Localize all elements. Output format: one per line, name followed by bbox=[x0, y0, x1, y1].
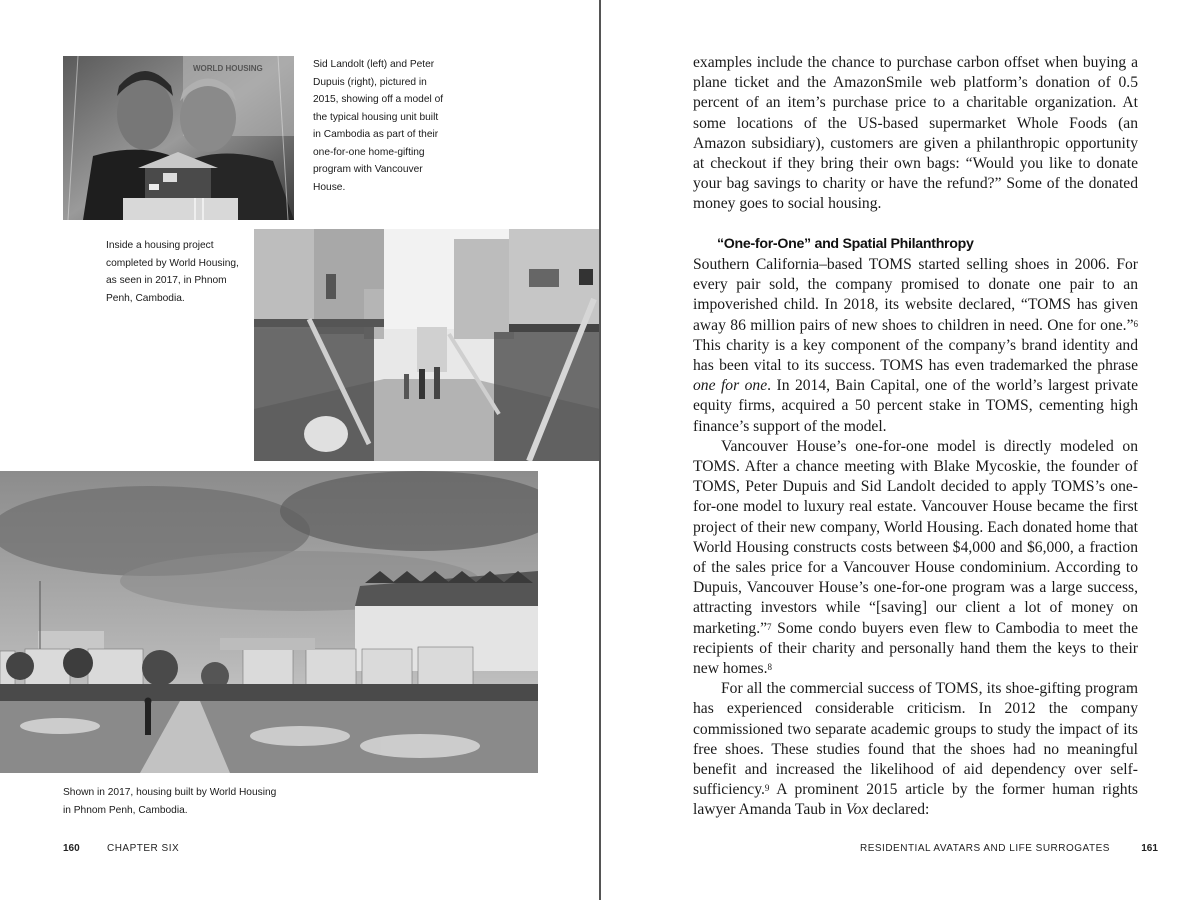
p2-text-a: Vancouver House’s one-for-one model is directly modeled on TOMS. After a chance meeting with Blake Mycoskie, the founder of TOMS, Peter Dupuis and Sid Landolt decided to apply TOMS’s one-for-one model to luxury real estate. Vancouver House became the first project of their new company, World Housing. Each donated home that World Housing constructs costs between $4,000 and $6,000, a fraction of the sales price for a Vancouver House condominium. According to Dupuis, Vancouver House’s one-for-one program was a large success, attracting investors while “[saving] our client a lot of money on marketing.” bbox=[693, 437, 1138, 637]
intro-paragraph bbox=[693, 53, 1138, 215]
photo1-sign-text: WORLD HOUSING bbox=[193, 64, 263, 73]
paragraph-toms bbox=[693, 255, 1138, 437]
footnote-ref-7[interactable]: 7 bbox=[767, 621, 772, 632]
p1-italic: one for one bbox=[693, 377, 768, 395]
photo-housing-row-image bbox=[0, 471, 538, 773]
p3-text-c: declared: bbox=[868, 801, 930, 819]
footnote-ref-9[interactable]: 9 bbox=[764, 783, 770, 794]
section-heading: “One-for-One” and Spatial Philanthropy bbox=[717, 236, 974, 252]
footnote-ref-6[interactable]: 6 bbox=[1133, 318, 1138, 329]
paragraph-vancouver-house bbox=[693, 437, 1138, 679]
section-body bbox=[693, 255, 1138, 821]
p3-text-b: A prominent 2015 article by the former human rights lawyer Amanda Taub in bbox=[693, 781, 1138, 819]
photo-founders-with-model bbox=[63, 56, 294, 220]
footnote-ref-8[interactable]: 8 bbox=[767, 662, 772, 673]
photo-founders-image bbox=[63, 56, 294, 220]
left-folio bbox=[63, 843, 179, 854]
photo-housing-row bbox=[0, 471, 538, 773]
caption-photo2: Inside a housing project completed by World Housing, as seen in 2017, in Phnom Penh, Cambodia. bbox=[106, 240, 239, 304]
p1-text-b: This charity is a key component of the company’s brand identity and has been vital to its success. TOMS has even trademarked the phrase bbox=[693, 336, 1138, 375]
p1-text-a: Southern California–based TOMS started selling shoes in 2006. For every pair sold, the company promised to donate one pair to an impoverished child. In 2018, its website declared, “TOMS has given away 86 million pairs of new shoes to children in need. One for one.” bbox=[693, 256, 1138, 334]
intro-paragraph-text: examples include the chance to purchase carbon offset when buying a plane ticket and the AmazonSmile web platform’s donation of 0.5 percent of an item’s purchase price to a charitable organization. At some locations of the US-based supermarket Whole Foods (an Amazon subsidiary), customers are given a philanthropic opportunity at checkout if they bring their own bags: “Would you like to donate your bag savings to charity or have the refund?” Some of the donated money goes to social housing. bbox=[693, 54, 1138, 213]
right-folio bbox=[860, 843, 1158, 854]
p1-text-c: . In 2014, Bain Capital, one of the world’s largest private equity firms, acquired a 50 percent stake in TOMS, cementing high finance’s support of the model. bbox=[693, 377, 1139, 435]
p3-italic: Vox bbox=[845, 801, 869, 819]
photo-stilt-houses bbox=[254, 229, 600, 461]
photo-stilt-houses-image bbox=[254, 229, 600, 461]
caption-photo3: Shown in 2017, housing built by World Housing in Phnom Penh, Cambodia. bbox=[63, 787, 277, 816]
right-page-number: 161 bbox=[1141, 843, 1158, 854]
left-running-head: CHAPTER SIX bbox=[106, 843, 180, 854]
left-page-number: 160 bbox=[63, 843, 80, 854]
p3-text-a: For all the commercial success of TOMS, its shoe-gifting program has experienced considerable criticism. In 2012 the company commissioned two separate academic groups to study the impact of its free shoes. These studies found that the shoes had no meaningful benefit and increased the likelihood of aid dependency over self-sufficiency. bbox=[693, 680, 1138, 799]
right-running-head: RESIDENTIAL AVATARS AND LIFE SURROGATES bbox=[860, 843, 1110, 854]
p2-text-b: Some condo buyers even flew to Cambodia to meet the recipients of their charity and personally hand them the keys to their new homes. bbox=[693, 619, 1138, 678]
paragraph-criticism bbox=[693, 679, 1138, 820]
caption-photo1: Sid Landolt (left) and Peter Dupuis (right), pictured in 2015, showing off a model of the typical housing unit built in Cambodia as part of their one-for-one home-gifting program with Vancouver House. bbox=[313, 59, 444, 193]
